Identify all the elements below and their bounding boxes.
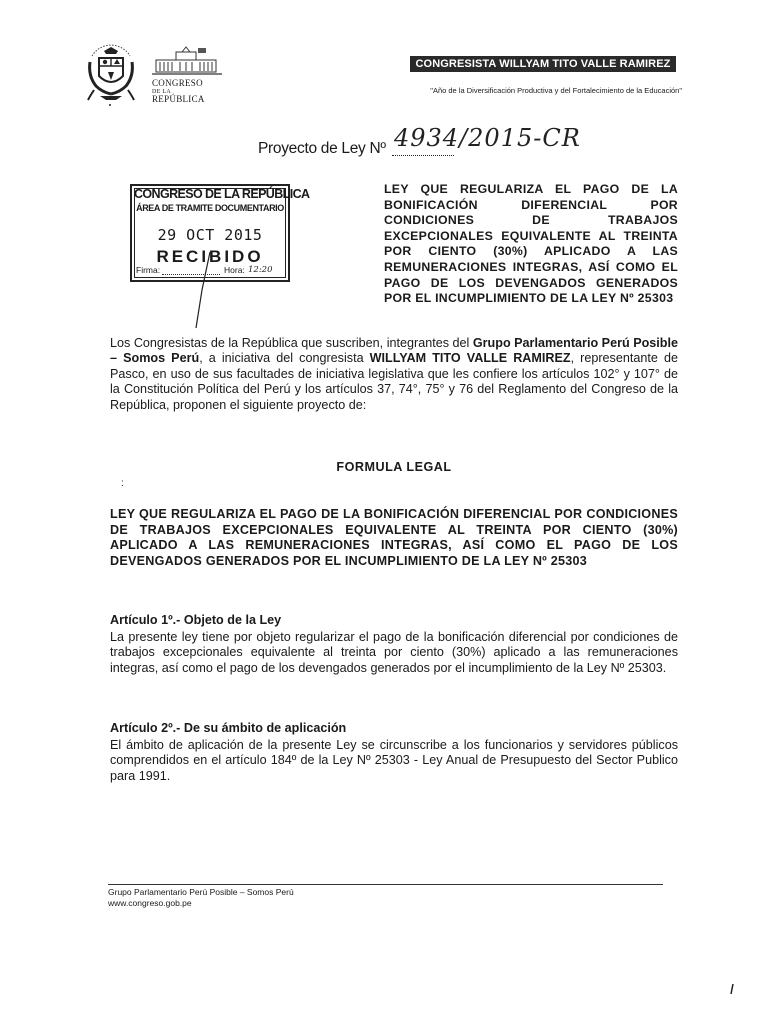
law-title: LEY QUE REGULARIZA EL PAGO DE LA BONIFICACIÓN DIFERENCIAL POR CONDICIONES DE TRABAJOS EXCEPCIONALES EQUIVALENTE AL TREINTA POR CIENTO (30%) APLICADO A LAS REMUNERACIONES INTEGRAS, ASÍ COMO EL PAGO DE LOS DEVENGADOS GENERADOS POR EL INCUMPLIMIENTO DE LA LEY Nº 25303 <box>384 182 678 306</box>
bill-number-underline <box>392 155 454 157</box>
stamp-signature-stroke <box>188 250 218 330</box>
article-1-heading: Artículo 1º.- Objeto de la Ley <box>110 613 282 627</box>
law-title-repeat: LEY QUE REGULARIZA EL PAGO DE LA BONIFICACIÓN DIFERENCIAL POR CONDICIONES DE TRABAJOS EXCEPCIONALES EQUIVALENTE AL TREINTA POR CIENTO (30%) APLICADO A LAS REMUNERACIONES INTEGRAS, ASÍ COMO EL PAGO DE LOS DEVENGADOS GENERADOS POR EL INCUMPLIMIENTO DE LA LEY Nº 25303 <box>110 507 678 568</box>
footer-rule <box>108 884 663 885</box>
bill-label-text: Proyecto de Ley Nº <box>258 140 386 157</box>
article-2-text: El ámbito de aplicación de la presente Ley se circunscribe a los funcionarios y servidores públicos comprendidos en el artículo 184º de la Ley Nº 25303 - Ley Anual de Presupuesto del Sector Publico para 1991. <box>110 738 678 783</box>
congress-building-icon <box>152 46 222 76</box>
logo-text-mid: DE LA <box>152 89 171 95</box>
intro-group: Grupo Parlamentario Perú Posible – Somos Perú <box>110 336 678 366</box>
stamp-hora-label: Hora: <box>224 265 245 275</box>
congressman-name-bar: CONGRESISTA WILLYAM TITO VALLE RAMIREZ <box>410 56 676 72</box>
formula-heading: FORMULA LEGAL <box>336 460 452 474</box>
logo-text-top: CONGRESO <box>152 78 203 88</box>
stamp-date: 29 OCT 2015 <box>157 226 263 244</box>
stamp-hora-value: 12:20 <box>248 265 273 275</box>
stamp-received: RECIBIDO <box>156 247 264 266</box>
peru-seal-icon <box>86 42 136 106</box>
intro-text-2: , a iniciativa del congresista <box>199 351 370 366</box>
footer-group: Grupo Parlamentario Perú Posible – Somos Perú <box>108 887 294 897</box>
stamp-firma-label: Firma: <box>136 265 161 275</box>
article-2-heading: Artículo 2º.- De su ámbito de aplicación <box>110 721 347 735</box>
corner-mark <box>730 984 734 994</box>
bill-label <box>258 140 386 158</box>
article-1-text: La presente ley tiene por objeto regularizar el pago de la bonificación diferencial por condiciones de trabajos excepcionales equivalente al treinta por ciento (30%) aplicado a las remuneraciones integras, así como el pago de los devengados generados por el incumplimiento de la Ley Nº 25303. <box>110 630 678 675</box>
logo-text-bottom: REPÚBLICA <box>152 94 205 104</box>
intro-text-1: Los Congresistas de la República que suscriben, integrantes del <box>110 336 473 350</box>
year-motto: "Año de la Diversificación Productiva y del Fortalecimiento de la Educación" <box>430 86 682 95</box>
footer-url: www.congreso.gob.pe <box>108 898 192 908</box>
stamp-org: CONGRESO DE LA REPÚBLICA <box>134 187 310 201</box>
formula-mark: : <box>121 478 124 489</box>
stamp-area: ÁREA DE TRAMITE DOCUMENTARIO <box>136 203 284 213</box>
congress-logo <box>152 46 222 106</box>
intro-paragraph <box>110 336 678 413</box>
intro-text-3: , representante de Pasco, en uso de sus facultades de iniciativa legislativa que les confiere los artículos 102° y 107° de la Constitución Política del Perú y los artículos 37, 74°, 75° y 76 del Reglamento del Congreso de la República, proponen el siguiente proyecto de: <box>110 351 678 412</box>
intro-congressman: WILLYAM TITO VALLE RAMIREZ <box>369 351 571 366</box>
bill-number-handwritten: 4934/2015-CR <box>394 124 581 152</box>
